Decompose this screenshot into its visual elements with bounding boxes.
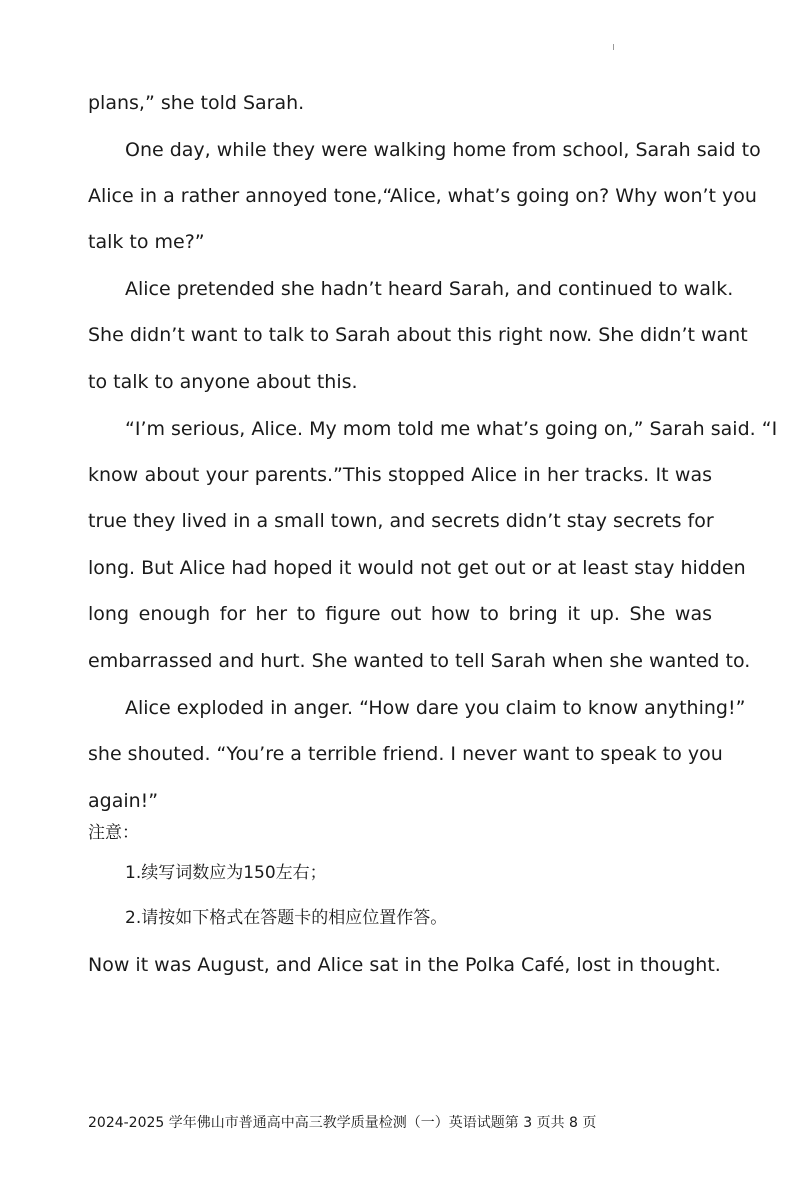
page-mark — [613, 44, 614, 50]
text-line: know about your parents.”This stopped Alice in her tracks. It was — [88, 464, 712, 486]
text-line: Alice pretended she hadn’t heard Sarah, and continued to walk. — [125, 278, 734, 300]
page-footer: 2024-2025 学年佛山市普通高中高三教学质量检测（一）英语试题第 3 页共 8 页 — [88, 1115, 597, 1131]
text-line: plans,” she told Sarah. — [88, 92, 305, 114]
text-line: long. But Alice had hoped it would not get out or at least stay hidden — [88, 557, 746, 579]
text-line: embarrassed and hurt. She wanted to tell Sarah when she wanted to. — [88, 650, 751, 672]
text-line: long enough for her to figure out how to bring it up. She was — [88, 603, 712, 625]
text-line: true they lived in a small town, and secrets didn’t stay secrets for — [88, 510, 714, 532]
text-line: Alice exploded in anger. “How dare you claim to know anything!” — [125, 697, 746, 719]
note-item: 1.续写词数应为150左右； — [125, 863, 327, 883]
note-item: 2.请按如下格式在答题卡的相应位置作答。 — [125, 908, 448, 928]
note-heading: 注意： — [88, 823, 139, 843]
text-line: She didn’t want to talk to Sarah about this right now. She didn’t want — [88, 324, 748, 346]
text-line: to talk to anyone about this. — [88, 371, 358, 393]
text-line: again!” — [88, 790, 159, 812]
text-line: Alice in a rather annoyed tone,“Alice, what’s going on? Why won’t you — [88, 185, 757, 207]
text-line: One day, while they were walking home from school, Sarah said to — [125, 139, 761, 161]
text-line: she shouted. “You’re a terrible friend. I never want to speak to you — [88, 743, 723, 765]
text-line: talk to me?” — [88, 231, 205, 253]
text-line: “I’m serious, Alice. My mom told me what’s going on,” Sarah said. “I — [125, 418, 778, 440]
continuation-start: Now it was August, and Alice sat in the Polka Café, lost in thought. — [88, 954, 721, 976]
